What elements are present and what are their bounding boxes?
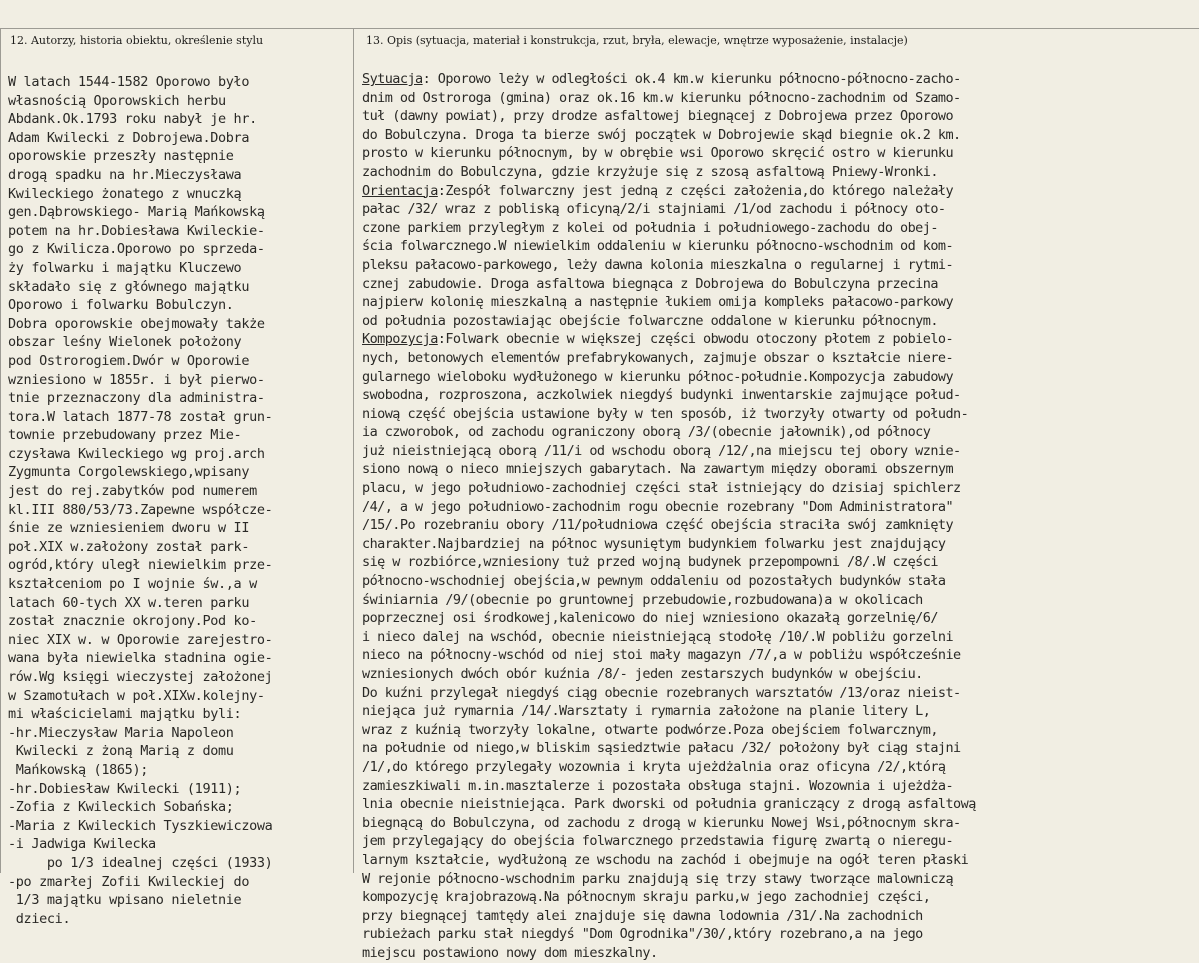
description-text: się w rozbiórce,wzniesiony tuż przed wojną budynek przepompowni /8/.W części [362,554,938,571]
description-text-line [362,888,1192,907]
description-text-line [362,553,1192,572]
description-text: /1/,do którego przylegały wozownia i kryta ujeżdżalnia oraz oficyna /2/,którą [362,758,946,775]
description-text-line [362,442,1192,461]
description-text: :Folwark obecnie w większej części obwodu otoczony płotem z pobielo- [437,331,954,348]
description-text: kompozycję krajobrazową.Na północnym skraju parku,w jego zachodniej części, [362,889,931,906]
description-text: zamieszkiwali m.in.masztalerze i pozostała obsługa stajni. Wozownia i ujeżdża- [362,777,954,794]
description-text: i nieco dalej na wschód, obecnie nieistniejącą stodołę /10/.W pobliżu gorzelni [362,628,954,645]
history-text-line: kl.III 880/53/73.Zapewne współcze- [8,501,273,518]
description-text: zachodnim do Bobulczyna, gdzie krzyżuje się z szosą asfaltową Pniewy-Wronki. [362,163,938,180]
description-text: niejąca już rymarnia /14/.Warsztaty i rymarnia założone na planie litery L, [362,703,931,720]
history-text-line: pod Ostrorogiem.Dwór w Oporowie [8,352,250,369]
header-divider [0,28,1199,29]
description-text: larnym kształcie, wydłużoną ze wschodu na zachód i obejmuje na ogół teren płaski [362,851,969,868]
history-text-line: latach 60-tych XX w.teren parku [8,594,250,611]
description-text: pleksu pałacowo-parkowego, leży dawna kolonia mieszkalna o regularnej i rytmi- [362,256,954,273]
description-text-line [362,665,1192,684]
description-text-line [362,293,1192,312]
description-text: Do kuźni przylegał niegdyś ciąg obecnie rozebranych warsztatów /13/oraz nieist- [362,684,961,701]
description-text: :Zespół folwarczny jest jedną z części założenia,do którego należały [437,182,954,199]
description-text-line [362,870,1192,889]
description-text-line [362,814,1192,833]
history-text-line: Kwilecki z żoną Marią z domu [8,743,234,760]
description-text-line [362,739,1192,758]
description-text: ścia folwarcznego.W niewielkim oddaleniu w kierunku północno-wschodnim od kom- [362,238,954,255]
section-13-header: 13. Opis (sytuacja, materiał i konstrukcja, rzut, bryła, elewacje, wnętrze wyposażenie, instalacje) [366,34,908,47]
description-text-line [362,498,1192,517]
history-text-line: w Szamotułach w poł.XIXw.kolejny- [8,687,265,704]
description-text: gularnego wieloboku wydłużonego w kierunku północ-południe.Kompozycja zabudowy [362,368,954,385]
description-text: poprzecznej osi środkowej,kalenicowo do niej wzniesiono okazałą gorzelnię/6/ [362,610,938,627]
description-text-line [362,702,1192,721]
description-text-line [362,423,1192,442]
description-text: najpierw kolonię mieszkalną a następnie łukiem omija kompleks pałacowo-parkowy [362,294,954,311]
description-text-line [362,405,1192,424]
description-text: przy biegnącej tamtędy alei znajduje się dawna lodownia /31/.Na zachodnich [362,907,923,924]
left-border [0,28,1,873]
history-text-line: -hr.Mieczysław Maria Napoleon [8,724,234,741]
history-text-line: wana była niewielka stadnina ogie- [8,650,273,667]
history-text-line: tnie przeznaczony dla administra- [8,390,265,407]
section-heading: Sytuacja [362,71,423,87]
description-text-line [362,126,1192,145]
section-heading: Orientacja [362,182,438,199]
history-text-line: wzniesiono w 1855r. i był pierwo- [8,371,265,388]
history-text-line: -Maria z Kwileckich Tyszkiewiczowa [8,817,273,834]
history-text-line: składało się z głównego majątku [8,278,250,295]
description-text-line [362,368,1192,387]
history-text-line: Abdank.Ok.1793 roku nabył je hr. [8,111,257,128]
description-text-line [362,684,1192,703]
history-text-line: -hr.Dobiesław Kwilecki (1911); [8,780,242,797]
description-text-line [362,907,1192,926]
description-text: ia czworobok, od zachodu ograniczony oborą /3/(obecnie jałownik),od północy [362,424,931,441]
history-text-line: po 1/3 idealnej części (1933) [8,854,273,871]
description-text-line [362,200,1192,219]
description-text-line [362,312,1192,331]
description-text: już nieistniejącą oborą /11/i od wschodu oborą /12/,na miejscu tej obory wznie- [362,442,961,459]
description-text: północno-wschodniej obejścia,w pewnym oddaleniu od pozostałych budynków stała [362,573,946,590]
description-text: placu, w jego południowo-zachodniej części stał istniejący do dzisiaj spichlerz [362,480,961,497]
description-text-line [362,628,1192,647]
history-text-line: jest do rej.zabytków pod numerem [8,483,257,500]
history-text-line: Kwileckiego żonatego z wnuczką [8,185,242,202]
history-text-line: czysława Kwileckiego wg proj.arch [8,445,265,462]
description-text-line [362,832,1192,851]
history-text-line: dzieci. [8,910,71,927]
history-text-line: ogród,który uległ niewielkim prze- [8,557,273,574]
description-text: na południe od niego,w bliskim sąsiedztwie pałacu /32/ położony był ciąg stajni [362,740,961,757]
description-text-line [362,646,1192,665]
description-column [362,70,1192,963]
description-text: dnim od Ostroroga (gmina) oraz ok.16 km.w kierunku północno-zachodnim od Szamo- [362,89,961,106]
history-text-line: townie przebudowany przez Mie- [8,427,242,444]
description-text: lnia obecnie nieistniejąca. Park dworski od południa graniczący z drogą asfaltową [362,796,976,813]
description-text: świniarnia /9/(obecnie po gruntownej przebudowie,rozbudowana)a w okolicach [362,591,923,608]
history-text-line: został znacznie okrojony.Pod ko- [8,613,257,630]
description-text-line [362,219,1192,238]
description-text-line [362,721,1192,740]
description-text-line [362,107,1192,126]
description-text: /4/, a w jego południowo-zachodnim rogu obecnie rozebrany "Dom Administratora" [362,498,954,515]
description-text-line [362,70,1192,89]
description-text-line [362,237,1192,256]
description-text: od południa pozostawiając obejście folwarczne oddalone w kierunku północnym. [362,312,938,329]
history-text-line: kształceniom po I wojnie św.,a w [8,576,257,593]
description-text-line [362,535,1192,554]
description-text-line [362,795,1192,814]
description-text: swobodna, rozproszona, aczkolwiek niegdyś budynki inwentarskie zajmujące połud- [362,387,961,404]
description-text-line [362,144,1192,163]
description-text: charakter.Najbardziej na północ wysuniętym budynkiem folwarku jest znajdujący [362,535,946,552]
history-text-line: 1/3 majątku wpisano nieletnie [8,892,242,909]
description-text: niową część obejścia ustawione były w ten sposób, iż tworzyły otwarty od połudn- [362,405,969,422]
description-text-line [362,460,1192,479]
description-text: prosto w kierunku północnym, by w obrębie wsi Oporowo skręcić ostro w kierunku [362,145,954,162]
description-text-line [362,182,1192,201]
description-text: wraz z kuźnią tworzyły lokalne, otwarte podwórze.Poza obejściem folwarcznym, [362,721,938,738]
history-column [8,73,351,928]
history-text-line: drogą spadku na hr.Mieczysława [8,166,242,183]
history-text-line: -i Jadwiga Kwilecka [8,836,156,853]
history-text-line: mi właścicielami majątku byli: [8,706,242,723]
description-text: nych, betonowych elementów prefabrykowanych, zajmuje obszar o kształcie niere- [362,349,954,366]
description-text: rubieżach parku stał niegdyś "Dom Ogrodnika"/30/,który rozebrano,a na jego [362,926,923,943]
description-text: W rejonie północno-wschodnim parku znajdują się trzy stawy tworzące malowniczą [362,870,954,887]
history-text-line: W latach 1544-1582 Oporowo było [8,74,250,90]
description-text: : Oporowo leży w odległości ok.4 km.w kierunku północno-północno-zacho- [422,71,961,87]
history-text-line: Oporowo i folwarku Bobulczyn. [8,297,234,314]
history-text-line: poł.XIX w.założony został park- [8,538,250,555]
description-text: biegnącą do Bobulczyna, od zachodu z drogą w kierunku Nowej Wsi,północnym skra- [362,814,961,831]
history-text-line: śnie ze wzniesieniem dworu w II [8,520,250,537]
history-text-line: obszar leśny Wielonek położony [8,334,242,351]
history-text-line: -po zmarłej Zofii Kwileckiej do [8,873,250,890]
history-text-line: Dobra oporowskie obejmowały także [8,315,265,332]
description-text-line [362,777,1192,796]
history-text-line: oporowskie przeszły następnie [8,148,234,165]
description-text-line [362,944,1192,963]
description-text: wzniesionych dwóch obór kuźnia /8/- jeden zestarszych budynków w obejściu. [362,666,923,682]
history-text-line: go z Kwilicza.Oporowo po sprzeda- [8,241,265,258]
history-text-line: Zygmunta Corgolewskiego,wpisany [8,464,250,481]
description-text-line [362,275,1192,294]
description-text-line [362,349,1192,368]
description-text-line [362,89,1192,108]
description-text-line [362,386,1192,405]
history-text-line: Mańkowską (1865); [8,761,148,778]
description-text-line [362,591,1192,610]
description-text-line [362,851,1192,870]
description-text: pałac /32/ wraz z pobliską oficyną/2/i stajniami /1/od zachodu i północy oto- [362,201,946,218]
description-text: siono nową o nieco mniejszych gabarytach. Na zawartym między oborami obszernym [362,461,954,478]
history-text-line: potem na hr.Dobiesława Kwileckie- [8,222,265,239]
history-text-line: -Zofia z Kwileckich Sobańska; [8,799,234,816]
description-text-line [362,572,1192,591]
history-text-line: niec XIX w. w Oporowie zarejestro- [8,631,273,648]
description-text: /15/.Po rozebraniu obory /11/południowa część obejścia straciła swój zamknięty [362,517,954,534]
description-text: tuł (dawny powiat), przy drodze asfaltowej biegnącej z Dobrojewa przez Oporowo [362,108,954,125]
description-text: czone parkiem przyległym z kolei od południa i południowego-zachodu do obej- [362,219,938,236]
section-12-header: 12. Autorzy, historia obiektu, określenie stylu [10,34,264,47]
history-text-line: własnością Oporowskich herbu [8,92,226,109]
description-text-line [362,163,1192,182]
description-text: jem przylegający do obejścia folwarcznego przedstawia figurę zwartą o nieregu- [362,833,954,850]
description-text: cznej zabudowie. Droga asfaltowa biegnąca z Dobrojewa do Bobulczyna przecina [362,275,938,292]
description-text-line [362,479,1192,498]
column-divider [353,28,354,873]
section-heading: Kompozycja [362,331,438,348]
history-text-line: rów.Wg księgi wieczystej założonej [8,669,273,685]
description-text-line [362,256,1192,275]
description-text: nieco na północny-wschód od niej stoi mały magazyn /7/,a w pobliżu współcześnie [362,647,961,664]
description-text-line [362,609,1192,628]
description-text-line [362,758,1192,777]
description-text-line [362,330,1192,349]
history-text-line: ży folwarku i majątku Kluczewo [8,259,242,276]
history-text-line: Adam Kwilecki z Dobrojewa.Dobra [8,129,250,146]
history-text-line: tora.W latach 1877-78 został grun- [8,408,273,425]
description-text: miejscu postawiono nowy dom mieszkalny. [362,944,658,961]
description-text: do Bobulczyna. Droga ta bierze swój początek w Dobrojewie skąd biegnie ok.2 km. [362,126,961,143]
history-text-line: gen.Dąbrowskiego- Marią Mańkowską [8,204,265,221]
description-text-line [362,925,1192,944]
description-text-line [362,516,1192,535]
